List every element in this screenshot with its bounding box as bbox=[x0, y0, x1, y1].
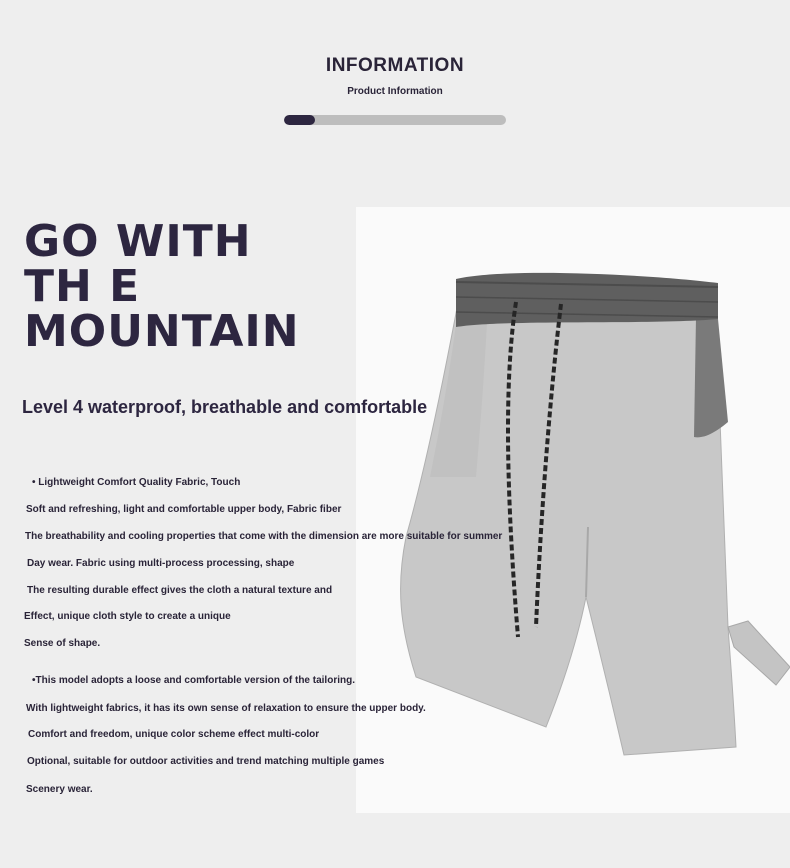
feature-line: Sense of shape. bbox=[24, 638, 101, 649]
headline bbox=[24, 216, 300, 357]
feature-line: •This model adopts a loose and comfortable version of the tailoring. bbox=[32, 675, 355, 686]
progress-fill bbox=[284, 115, 315, 125]
subheading: Level 4 waterproof, breathable and comfortable bbox=[22, 397, 428, 417]
feature-line: Optional, suitable for outdoor activities and trend matching multiple games bbox=[27, 756, 385, 767]
section-subtitle: Product Information bbox=[347, 86, 443, 97]
headline-line-1: GO WITH bbox=[24, 216, 252, 267]
feature-line: With lightweight fabrics, it has its own sense of relaxation to ensure the upper body. bbox=[26, 703, 426, 714]
feature-line: • Lightweight Comfort Quality Fabric, Touch bbox=[32, 477, 241, 488]
headline-line-2: TH E bbox=[24, 261, 141, 312]
feature-line: The breathability and cooling properties that come with the dimension are more suitable for summer bbox=[25, 531, 503, 542]
feature-line: Effect, unique cloth style to create a unique bbox=[24, 611, 231, 622]
progress-bar bbox=[284, 115, 506, 125]
headline-line-3: MOUNTAIN bbox=[24, 306, 300, 357]
feature-line: Soft and refreshing, light and comfortable upper body, Fabric fiber bbox=[26, 504, 342, 515]
product-image bbox=[356, 207, 790, 813]
feature-line: Day wear. Fabric using multi-process processing, shape bbox=[27, 558, 295, 569]
section-title: INFORMATION bbox=[325, 55, 465, 76]
feature-line: Comfort and freedom, unique color scheme effect multi-color bbox=[28, 729, 320, 740]
feature-line: Scenery wear. bbox=[26, 784, 93, 795]
section-header bbox=[0, 55, 790, 97]
feature-line: The resulting durable effect gives the cloth a natural texture and bbox=[27, 585, 333, 596]
shorts-illustration bbox=[356, 207, 790, 813]
